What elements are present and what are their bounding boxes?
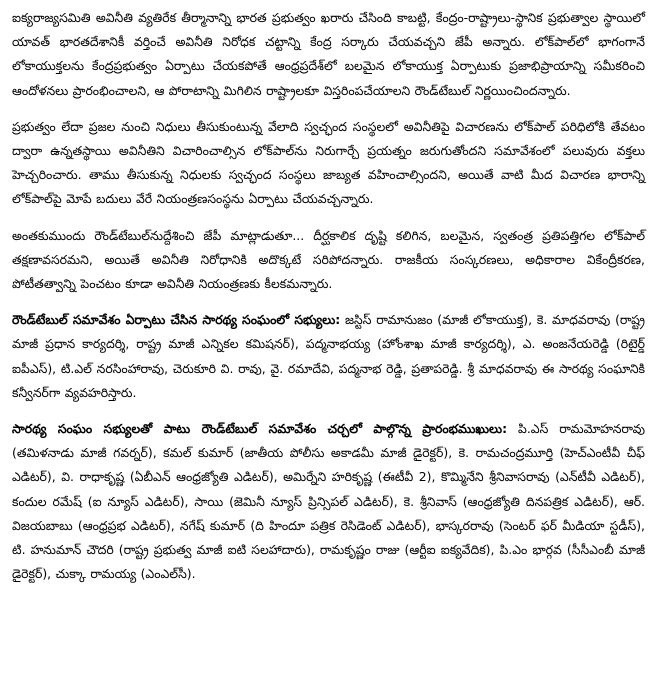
paragraph-un-resolution [12,6,645,103]
paragraph-participants [12,417,645,586]
paragraph-text: పి.ఎస్ రామమోహనరావు (తమిళనాడు మాజీ గవర్నర్), కమల్ కుమార్ (జాతీయ పోలీసు అకాడమీ మాజీ డైరెక్టర్), కె. రామచంద్రమూర్తి (హెచ్ఎంటీవీ చీఫ్ ఎడిటర్), వి. రాధాకృష్ణ (ఏబీఎన్ ఆంధ్రజ్యోతి ఎడిటర్), అమిర్నేని హరికృష్ణ (ఈటీవీ 2), కొమ్మినేని శ్రీనివాసరావు (ఎన్‌టీవీ ఎడిటర్), కందుల రమేష్ (ఐ న్యూస్ ఎడిటర్), సాయి (జెమినీ న్యూస్ ప్రిన్సిపల్ ఎడిటర్), కె. శ్రీనివాస్ (ఆంధ్రజ్యోతి దినపత్రిక ఎడిటర్), ఆర్. విజయబాబు (ఆంధ్రప్రభ ఎడిటర్), నగేష్ కుమార్ (ది హిందూ పత్రిక రెసిడెంట్ ఎడిటర్), భాస్కరరావు (సెంటర్ ఫర్ మీడియా స్టడీస్), టి. హనుమాన్ చౌదరి (రాష్ట్ర ప్రభుత్వ మాజీ ఐటి సలహాదారు), రామకృష్ణం రాజు (ఆర్టీఐ ఐక్యవేదిక), పి.ఎం భార్గవ (సీసీఎంబీ మాజీ డైరెక్టర్), చుక్కా రామయ్య (ఎంఎల్‌సీ). [12,421,645,582]
paragraph-ngo-lokpal [12,115,645,212]
paragraph-text: జస్టిస్ రామానుజం (మాజీ లోకాయుక్త), కె. మాధవరావు (రాష్ట్ర మాజీ ప్రధాన కార్యదర్శి, రాష్ట్ర మాజీ ఎన్నికల కమిషనర్), పద్మనాభయ్య (హోంశాఖ మాజీ కార్యదర్శి), ఎ. అంజనేయరెడ్డి (రిటైర్డ్ ఐపీఎస్), టి.ఎల్ నరసింహారావు, చెరుకూరి వి. రావు, వై. రమాదేవి, పద్మనాభ రెడ్డి, ప్రతాపరెడ్డి. శ్రీ మాధవరావు ఈ సారథ్య సంఘానికి కన్వీనర్‌గా వ్యవహరిస్తారు. [12,312,645,400]
paragraph-jp-speech [12,224,645,297]
paragraph-lead: రౌండ్‌టేబుల్ సమావేశం ఏర్పాటు చేసిన సారథ్య సంఘంలో సభ్యులు: [12,312,341,328]
paragraph-text: అంతకుముందు రౌండ్‌టేబుల్‌నుద్దేశించి జేపీ మాట్లాడుతూ... దీర్ఘకాలిక దృష్టి కలిగిన, బలమైన, స్వతంత్ర ప్రతిపత్తిగల లోక్‌పాల్ తక్షణావసరమని, అయితే అవినీతి నిరోధానికి అదొక్కటే సరిపోదన్నారు. రాజకీయ సంస్కరణలు, అధికారాల వికేంద్రీకరణ, పోటీతత్వాన్ని పెంచటం కూడా అవినీతి నియంత్రణకు కీలకమన్నారు. [12,227,645,292]
paragraph-steering-committee [12,308,645,405]
paragraph-lead: సారథ్య సంఘం సభ్యులతో పాటు రౌండ్‌టేబుల్ సమావేశం చర్చలో పాల్గొన్న ప్రారంభముఖులు: [12,421,508,437]
paragraph-text: ఐక్యరాజ్యసమితి అవినీతి వ్యతిరేక తీర్మానాన్ని భారత ప్రభుత్వం ఖరారు చేసింది కాబట్టి, కేంద్రం-రాష్ట్రాలు-స్థానిక ప్రభుత్వాల స్థాయిలో యావత్ భారతదేశానికీ వర్తించే అవినీతి నిరోధక చట్టాన్ని కేంద్ర సర్కారు చేయవచ్చని జేపీ అన్నారు. లోక్‌పాల్‌లో భాగంగానే లోకాయుక్తలను కేంద్రప్రభుత్వం ఏర్పాటు చేయకపోతే ఆంధ్రప్రదేశ్‌లో బలమైన లోకాయుక్త ఏర్పాటుకు ప్రజాభిప్రాయాన్ని సమీకరించి ఆందోళనలు ప్రారంభించాలని, ఆ పోరాటాన్ని మిగిలిన రాష్ట్రాలకూ విస్తరింపచేయాలని రౌండ్‌టేబుల్ నిర్ణయించిందన్నారు. [12,10,645,98]
paragraph-text: ప్రభుత్వం లేదా ప్రజల నుంచి నిధులు తీసుకుంటున్న వేలాది స్వచ్ఛంద సంస్థలలో అవినీతిపై విచారణను లోక్‌పాల్ పరిధిలోకి తేవటం ద్వారా ఉన్నతస్థాయి అవినీతిని విచారించాల్సిన లోక్‌పాల్‌ను నిరుగార్చే ప్రయత్నం జరుగుతోందని సమావేశంలో పలువురు వక్తలు హెచ్చరించారు. తాము తీసుకున్న నిధులకు స్వచ్ఛంద సంస్థలు జాబ్యత వహించాల్సిందని, అయితే వాటి మీద విచారణ భారాన్ని లోక్‌పాల్‌పై మోపే బదులు వేరే నియంత్రణసంస్థను ఏర్పాటు చేయవచ్చన్నారు. [12,118,645,207]
